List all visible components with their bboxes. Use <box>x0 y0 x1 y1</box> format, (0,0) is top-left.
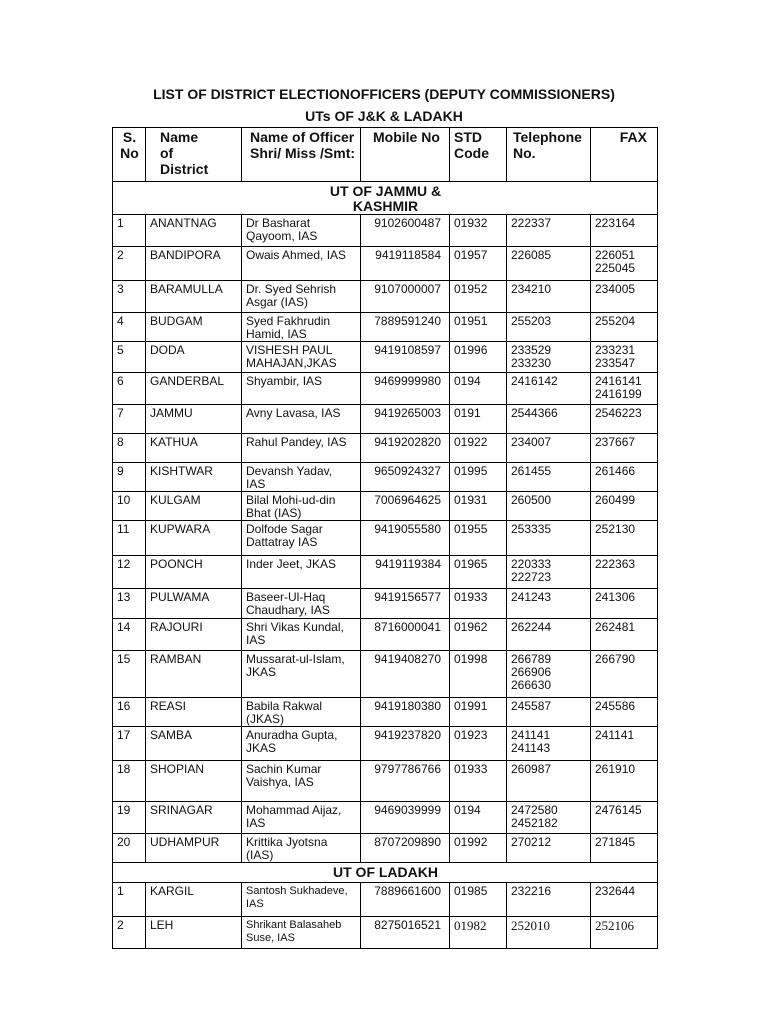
table-row <box>113 281 658 313</box>
officer-cell <box>242 883 361 917</box>
header-line: STD <box>454 129 482 145</box>
telephone-cell <box>507 698 591 727</box>
table-row <box>113 834 658 863</box>
officer-cell-line: MAHAJAN,JKAS <box>246 356 337 370</box>
table-row <box>113 373 658 405</box>
officer-cell-line: Devansh Yadav, <box>246 464 333 478</box>
officer-cell-line: Baseer-Ul-Haq <box>246 590 326 604</box>
header-line: Name <box>160 129 199 145</box>
fax-cell <box>591 373 658 405</box>
telephone-cell-line: 2544366 <box>511 406 558 420</box>
officer-cell <box>242 434 361 463</box>
header-line: Shri/ Miss /Smt: <box>250 145 356 161</box>
std-cell: 01995 <box>450 463 507 492</box>
officer-cell <box>242 556 361 589</box>
district-cell: DODA <box>146 342 242 373</box>
std-cell: 01922 <box>450 434 507 463</box>
officer-cell-line: IAS <box>246 477 266 491</box>
telephone-cell <box>507 405 591 434</box>
fax-cell <box>591 589 658 619</box>
table-row <box>113 727 658 761</box>
officer-cell-line: Dr Basharat <box>246 216 311 230</box>
table-row <box>113 619 658 651</box>
fax-cell <box>591 405 658 434</box>
fax-cell-line: 226051 <box>595 248 636 262</box>
officer-cell-line: Qayoom, IAS <box>246 229 318 243</box>
sno-cell: 17 <box>113 727 146 761</box>
telephone-cell-line: 2452182 <box>511 816 558 830</box>
fax-cell-line: 234005 <box>595 282 636 296</box>
mobile-cell: 9419108597 <box>361 342 450 373</box>
fax-cell-line: 262481 <box>595 620 636 634</box>
district-cell: UDHAMPUR <box>146 834 242 863</box>
district-cell: ANANTNAG <box>146 215 242 247</box>
table-row <box>113 313 658 342</box>
district-cell: PULWAMA <box>146 589 242 619</box>
table-row <box>113 521 658 556</box>
mobile-cell: 8275016521 <box>361 917 450 949</box>
table-row <box>113 761 658 802</box>
table-row <box>113 556 658 589</box>
table-row <box>113 463 658 492</box>
sno-cell: 3 <box>113 281 146 313</box>
officer-cell-line: Santosh Sukhadeve, <box>246 885 348 897</box>
sno-cell: 12 <box>113 556 146 589</box>
telephone-cell-line: 241141 <box>511 728 551 742</box>
fax-cell-line: 2416141 <box>595 374 642 388</box>
officer-cell-line: Bhat (IAS) <box>246 506 302 520</box>
officer-cell-line: Inder Jeet, JKAS <box>246 557 337 571</box>
telephone-cell-line: 241243 <box>511 590 552 604</box>
officer-cell-line: Shyambir, IAS <box>246 374 323 388</box>
officer-cell-line: Dattatray IAS <box>246 535 318 549</box>
fax-cell <box>591 834 658 863</box>
fax-cell <box>591 492 658 521</box>
sno-cell: 19 <box>113 802 146 834</box>
header-sno <box>113 128 146 182</box>
fax-cell <box>591 556 658 589</box>
sno-cell: 5 <box>113 342 146 373</box>
std-cell: 01955 <box>450 521 507 556</box>
mobile-cell: 7006964625 <box>361 492 450 521</box>
officer-cell-line: Owais Ahmed, IAS <box>246 248 347 262</box>
telephone-cell <box>507 313 591 342</box>
telephone-cell <box>507 589 591 619</box>
mobile-cell: 9650924327 <box>361 463 450 492</box>
district-cell: BUDGAM <box>146 313 242 342</box>
district-cell: KARGIL <box>146 883 242 917</box>
sno-cell: 15 <box>113 651 146 698</box>
district-cell: RAMBAN <box>146 651 242 698</box>
section-ladakh <box>113 863 658 883</box>
fax-cell <box>591 727 658 761</box>
officer-cell-line: Chaudhary, IAS <box>246 603 330 617</box>
fax-cell-line: 223164 <box>595 216 636 230</box>
mobile-cell: 9419118584 <box>361 247 450 281</box>
officer-cell-line: Mohammad Aijaz, <box>246 803 342 817</box>
fax-cell-line: 225045 <box>595 261 636 275</box>
officer-cell <box>242 802 361 834</box>
header-line: District <box>160 161 209 177</box>
telephone-cell-line: 232216 <box>511 884 552 898</box>
mobile-cell: 9419237820 <box>361 727 450 761</box>
document-subtitle: UTs OF J&K & LADAKH <box>305 108 463 124</box>
district-cell: KATHUA <box>146 434 242 463</box>
std-cell: 01962 <box>450 619 507 651</box>
std-cell: 0191 <box>450 405 507 434</box>
mobile-cell: 8707209890 <box>361 834 450 863</box>
telephone-cell <box>507 556 591 589</box>
fax-cell <box>591 698 658 727</box>
header-telephone <box>507 128 591 182</box>
district-cell: REASI <box>146 698 242 727</box>
fax-cell-line: 260499 <box>595 493 636 507</box>
std-cell: 01991 <box>450 698 507 727</box>
std-cell: 01985 <box>450 883 507 917</box>
sno-cell: 7 <box>113 405 146 434</box>
district-cell: KUPWARA <box>146 521 242 556</box>
telephone-cell-line: 222337 <box>511 216 552 230</box>
table-row <box>113 698 658 727</box>
telephone-cell <box>507 883 591 917</box>
mobile-cell: 9419202820 <box>361 434 450 463</box>
std-cell: 01932 <box>450 215 507 247</box>
sno-cell: 9 <box>113 463 146 492</box>
telephone-cell-line: 222723 <box>511 570 552 584</box>
sno-cell: 14 <box>113 619 146 651</box>
telephone-cell <box>507 761 591 802</box>
mobile-cell: 9419180380 <box>361 698 450 727</box>
mobile-cell: 9419408270 <box>361 651 450 698</box>
telephone-cell-line: 261455 <box>511 464 552 478</box>
officer-cell <box>242 405 361 434</box>
fax-cell-line: 271845 <box>595 835 636 849</box>
telephone-cell <box>507 917 591 949</box>
officer-cell <box>242 834 361 863</box>
officer-cell <box>242 281 361 313</box>
telephone-cell <box>507 463 591 492</box>
officer-cell <box>242 521 361 556</box>
std-cell: 01982 <box>450 917 507 949</box>
telephone-cell <box>507 521 591 556</box>
officer-cell-line: JKAS <box>246 741 277 755</box>
telephone-cell <box>507 619 591 651</box>
district-cell: GANDERBAL <box>146 373 242 405</box>
sno-cell: 6 <box>113 373 146 405</box>
telephone-cell <box>507 434 591 463</box>
sno-cell: 2 <box>113 247 146 281</box>
telephone-cell-line: 241143 <box>511 741 551 755</box>
officer-cell-line: Dolfode Sagar <box>246 522 323 536</box>
sno-cell: 20 <box>113 834 146 863</box>
telephone-cell-line: 233529 <box>511 343 552 357</box>
telephone-cell-line: 262244 <box>511 620 552 634</box>
std-cell: 01923 <box>450 727 507 761</box>
fax-cell <box>591 342 658 373</box>
officer-cell-line: Shri Vikas Kundal, <box>246 620 344 634</box>
officer-cell-line: Hamid, IAS <box>246 327 307 341</box>
officer-cell-line: Sachin Kumar <box>246 762 322 776</box>
telephone-cell-line: 234007 <box>511 435 552 449</box>
sno-cell: 16 <box>113 698 146 727</box>
district-cell: JAMMU <box>146 405 242 434</box>
telephone-cell-line: 266630 <box>511 678 552 692</box>
fax-cell <box>591 434 658 463</box>
officer-cell <box>242 247 361 281</box>
district-cell: BANDIPORA <box>146 247 242 281</box>
officer-cell-line: Mussarat-ul-Islam, <box>246 652 345 666</box>
section-jammu-kashmir <box>113 182 658 215</box>
officer-cell-line: Shrikant Balasaheb <box>246 919 342 931</box>
telephone-cell <box>507 215 591 247</box>
officer-cell <box>242 917 361 949</box>
officer-cell-line: IAS <box>246 816 266 830</box>
table-header-row <box>113 128 658 182</box>
telephone-cell <box>507 247 591 281</box>
telephone-cell <box>507 342 591 373</box>
officer-cell-line: Dr. Syed Sehrish <box>246 282 337 296</box>
header-fax <box>591 128 658 182</box>
mobile-cell: 9107000007 <box>361 281 450 313</box>
district-cell: BARAMULLA <box>146 281 242 313</box>
fax-cell <box>591 651 658 698</box>
fax-cell-line: 2546223 <box>595 406 642 420</box>
officer-cell-line: Asgar (IAS) <box>246 295 309 309</box>
section-heading: UT OF LADAKH <box>113 863 658 883</box>
header-line: Name of Officer <box>250 129 355 145</box>
fax-cell <box>591 281 658 313</box>
fax-cell <box>591 883 658 917</box>
fax-cell <box>591 313 658 342</box>
officer-cell-line: Rahul Pandey, IAS <box>246 435 347 449</box>
table-row <box>113 492 658 521</box>
sno-cell: 11 <box>113 521 146 556</box>
telephone-cell-line: 2416142 <box>511 374 558 388</box>
fax-cell-line: 245586 <box>595 699 636 713</box>
fax-cell-line: 222363 <box>595 557 636 571</box>
std-cell: 01957 <box>450 247 507 281</box>
telephone-cell-line: 266789 <box>511 652 552 666</box>
std-cell: 01965 <box>450 556 507 589</box>
telephone-cell <box>507 373 591 405</box>
fax-cell <box>591 215 658 247</box>
fax-cell <box>591 761 658 802</box>
header-line: of <box>160 145 174 161</box>
officer-cell-line: VISHESH PAUL <box>246 343 333 357</box>
telephone-cell-line: 233230 <box>511 356 552 370</box>
officer-cell-line: Bilal Mohi-ud-din <box>246 493 336 507</box>
section-heading-line: KASHMIR <box>352 198 419 214</box>
std-cell: 01931 <box>450 492 507 521</box>
fax-cell <box>591 521 658 556</box>
header-std <box>450 128 507 182</box>
header-line: S. <box>122 129 137 145</box>
std-cell: 01998 <box>450 651 507 698</box>
officers-table <box>112 127 658 949</box>
mobile-cell: 9419265003 <box>361 405 450 434</box>
fax-cell <box>591 619 658 651</box>
fax-cell <box>591 917 658 949</box>
header-line: No. <box>513 145 536 161</box>
sno-cell: 4 <box>113 313 146 342</box>
officer-cell-line: Babila Rakwal <box>246 699 323 713</box>
officer-cell <box>242 373 361 405</box>
fax-cell-line: 261466 <box>595 464 636 478</box>
fax-cell-line: 241141 <box>595 728 635 742</box>
officer-cell <box>242 698 361 727</box>
district-cell: POONCH <box>146 556 242 589</box>
header-line: Telephone <box>513 129 582 145</box>
district-cell: RAJOURI <box>146 619 242 651</box>
header-mobile <box>361 128 450 182</box>
officer-cell <box>242 215 361 247</box>
std-cell: 01992 <box>450 834 507 863</box>
telephone-cell-line: 260500 <box>511 493 552 507</box>
officer-cell <box>242 651 361 698</box>
std-cell: 01952 <box>450 281 507 313</box>
district-cell: SRINAGAR <box>146 802 242 834</box>
officer-cell-line: Vaishya, IAS <box>246 775 314 789</box>
telephone-cell-line: 226085 <box>511 248 552 262</box>
fax-cell-line: 237667 <box>595 435 636 449</box>
officer-cell-line: IAS <box>246 898 264 910</box>
header-line: FAX <box>619 129 647 145</box>
officer-cell <box>242 589 361 619</box>
fax-cell-line: 241306 <box>595 590 636 604</box>
sno-cell: 13 <box>113 589 146 619</box>
telephone-cell-line: 260987 <box>511 762 552 776</box>
table-row <box>113 883 658 917</box>
mobile-cell: 9419055580 <box>361 521 450 556</box>
std-cell: 0194 <box>450 802 507 834</box>
officer-cell <box>242 492 361 521</box>
officer-cell-line: IAS <box>246 633 266 647</box>
officer-cell-line: (JKAS) <box>246 712 285 726</box>
officer-cell <box>242 313 361 342</box>
officer-cell <box>242 619 361 651</box>
table-row <box>113 434 658 463</box>
officer-cell-line: Syed Fakhrudin <box>246 314 331 328</box>
fax-cell <box>591 802 658 834</box>
std-cell: 01933 <box>450 761 507 802</box>
telephone-cell <box>507 834 591 863</box>
sno-cell: 10 <box>113 492 146 521</box>
fax-cell-line: 2416199 <box>595 387 642 401</box>
officer-cell <box>242 463 361 492</box>
officer-cell-line: (IAS) <box>246 848 274 862</box>
telephone-cell-line: 270212 <box>511 835 552 849</box>
table-row <box>113 802 658 834</box>
std-cell: 01996 <box>450 342 507 373</box>
fax-cell-line: 252106 <box>595 918 634 933</box>
mobile-cell: 9102600487 <box>361 215 450 247</box>
telephone-cell-line: 245587 <box>511 699 552 713</box>
table-row <box>113 342 658 373</box>
sno-cell: 1 <box>113 883 146 917</box>
telephone-cell <box>507 651 591 698</box>
officer-cell-line: Krittika Jyotsna <box>246 835 328 849</box>
officer-cell-line: JKAS <box>246 665 277 679</box>
fax-cell <box>591 247 658 281</box>
mobile-cell: 7889591240 <box>361 313 450 342</box>
mobile-cell: 9469999980 <box>361 373 450 405</box>
district-cell: LEH <box>146 917 242 949</box>
district-cell: KULGAM <box>146 492 242 521</box>
telephone-cell <box>507 492 591 521</box>
telephone-cell <box>507 281 591 313</box>
telephone-cell <box>507 727 591 761</box>
telephone-cell-line: 266906 <box>511 665 552 679</box>
table-body <box>113 182 658 949</box>
header-line: Mobile No <box>373 129 440 145</box>
fax-cell-line: 266790 <box>595 652 636 666</box>
std-cell: 01933 <box>450 589 507 619</box>
mobile-cell: 9797786766 <box>361 761 450 802</box>
header-district <box>146 128 242 182</box>
telephone-cell-line: 255203 <box>511 314 552 328</box>
fax-cell-line: 232644 <box>595 884 636 898</box>
section-heading <box>113 182 658 215</box>
mobile-cell: 9419156577 <box>361 589 450 619</box>
officer-cell-line: Suse, IAS <box>246 932 295 944</box>
officer-cell <box>242 727 361 761</box>
district-cell: SHOPIAN <box>146 761 242 802</box>
officer-cell-line: Avny Lavasa, IAS <box>246 406 341 420</box>
sno-cell: 8 <box>113 434 146 463</box>
fax-cell-line: 261910 <box>595 762 636 776</box>
telephone-cell-line: 220333 <box>511 557 552 571</box>
telephone-cell <box>507 802 591 834</box>
fax-cell-line: 2476145 <box>595 803 642 817</box>
document-title: LIST OF DISTRICT ELECTIONOFFICERS (DEPUTY COMMISSIONERS) <box>153 86 615 102</box>
header-line: No <box>120 145 139 161</box>
section-heading-line: UT OF JAMMU & <box>329 183 442 199</box>
table-row <box>113 589 658 619</box>
fax-cell <box>591 463 658 492</box>
header-line: Code <box>454 145 489 161</box>
sno-cell: 18 <box>113 761 146 802</box>
sno-cell: 1 <box>113 215 146 247</box>
fax-cell-line: 255204 <box>595 314 636 328</box>
std-cell: 01951 <box>450 313 507 342</box>
fax-cell-line: 233547 <box>595 356 636 370</box>
mobile-cell: 9419119384 <box>361 556 450 589</box>
fax-cell-line: 233231 <box>595 343 636 357</box>
table-row <box>113 215 658 247</box>
mobile-cell: 7889661600 <box>361 883 450 917</box>
std-cell: 0194 <box>450 373 507 405</box>
mobile-cell: 8716000041 <box>361 619 450 651</box>
district-cell: KISHTWAR <box>146 463 242 492</box>
mobile-cell: 9469039999 <box>361 802 450 834</box>
table-row <box>113 247 658 281</box>
officer-cell <box>242 761 361 802</box>
table-row <box>113 917 658 949</box>
sno-cell: 2 <box>113 917 146 949</box>
officer-cell-line: Anuradha Gupta, <box>246 728 338 742</box>
table-row <box>113 405 658 434</box>
officer-cell <box>242 342 361 373</box>
table-row <box>113 651 658 698</box>
telephone-cell-line: 234210 <box>511 282 552 296</box>
header-officer <box>242 128 361 182</box>
fax-cell-line: 252130 <box>595 522 636 536</box>
telephone-cell-line: 253335 <box>511 522 552 536</box>
telephone-cell-line: 252010 <box>511 918 550 933</box>
telephone-cell-line: 2472580 <box>511 803 558 817</box>
district-cell: SAMBA <box>146 727 242 761</box>
